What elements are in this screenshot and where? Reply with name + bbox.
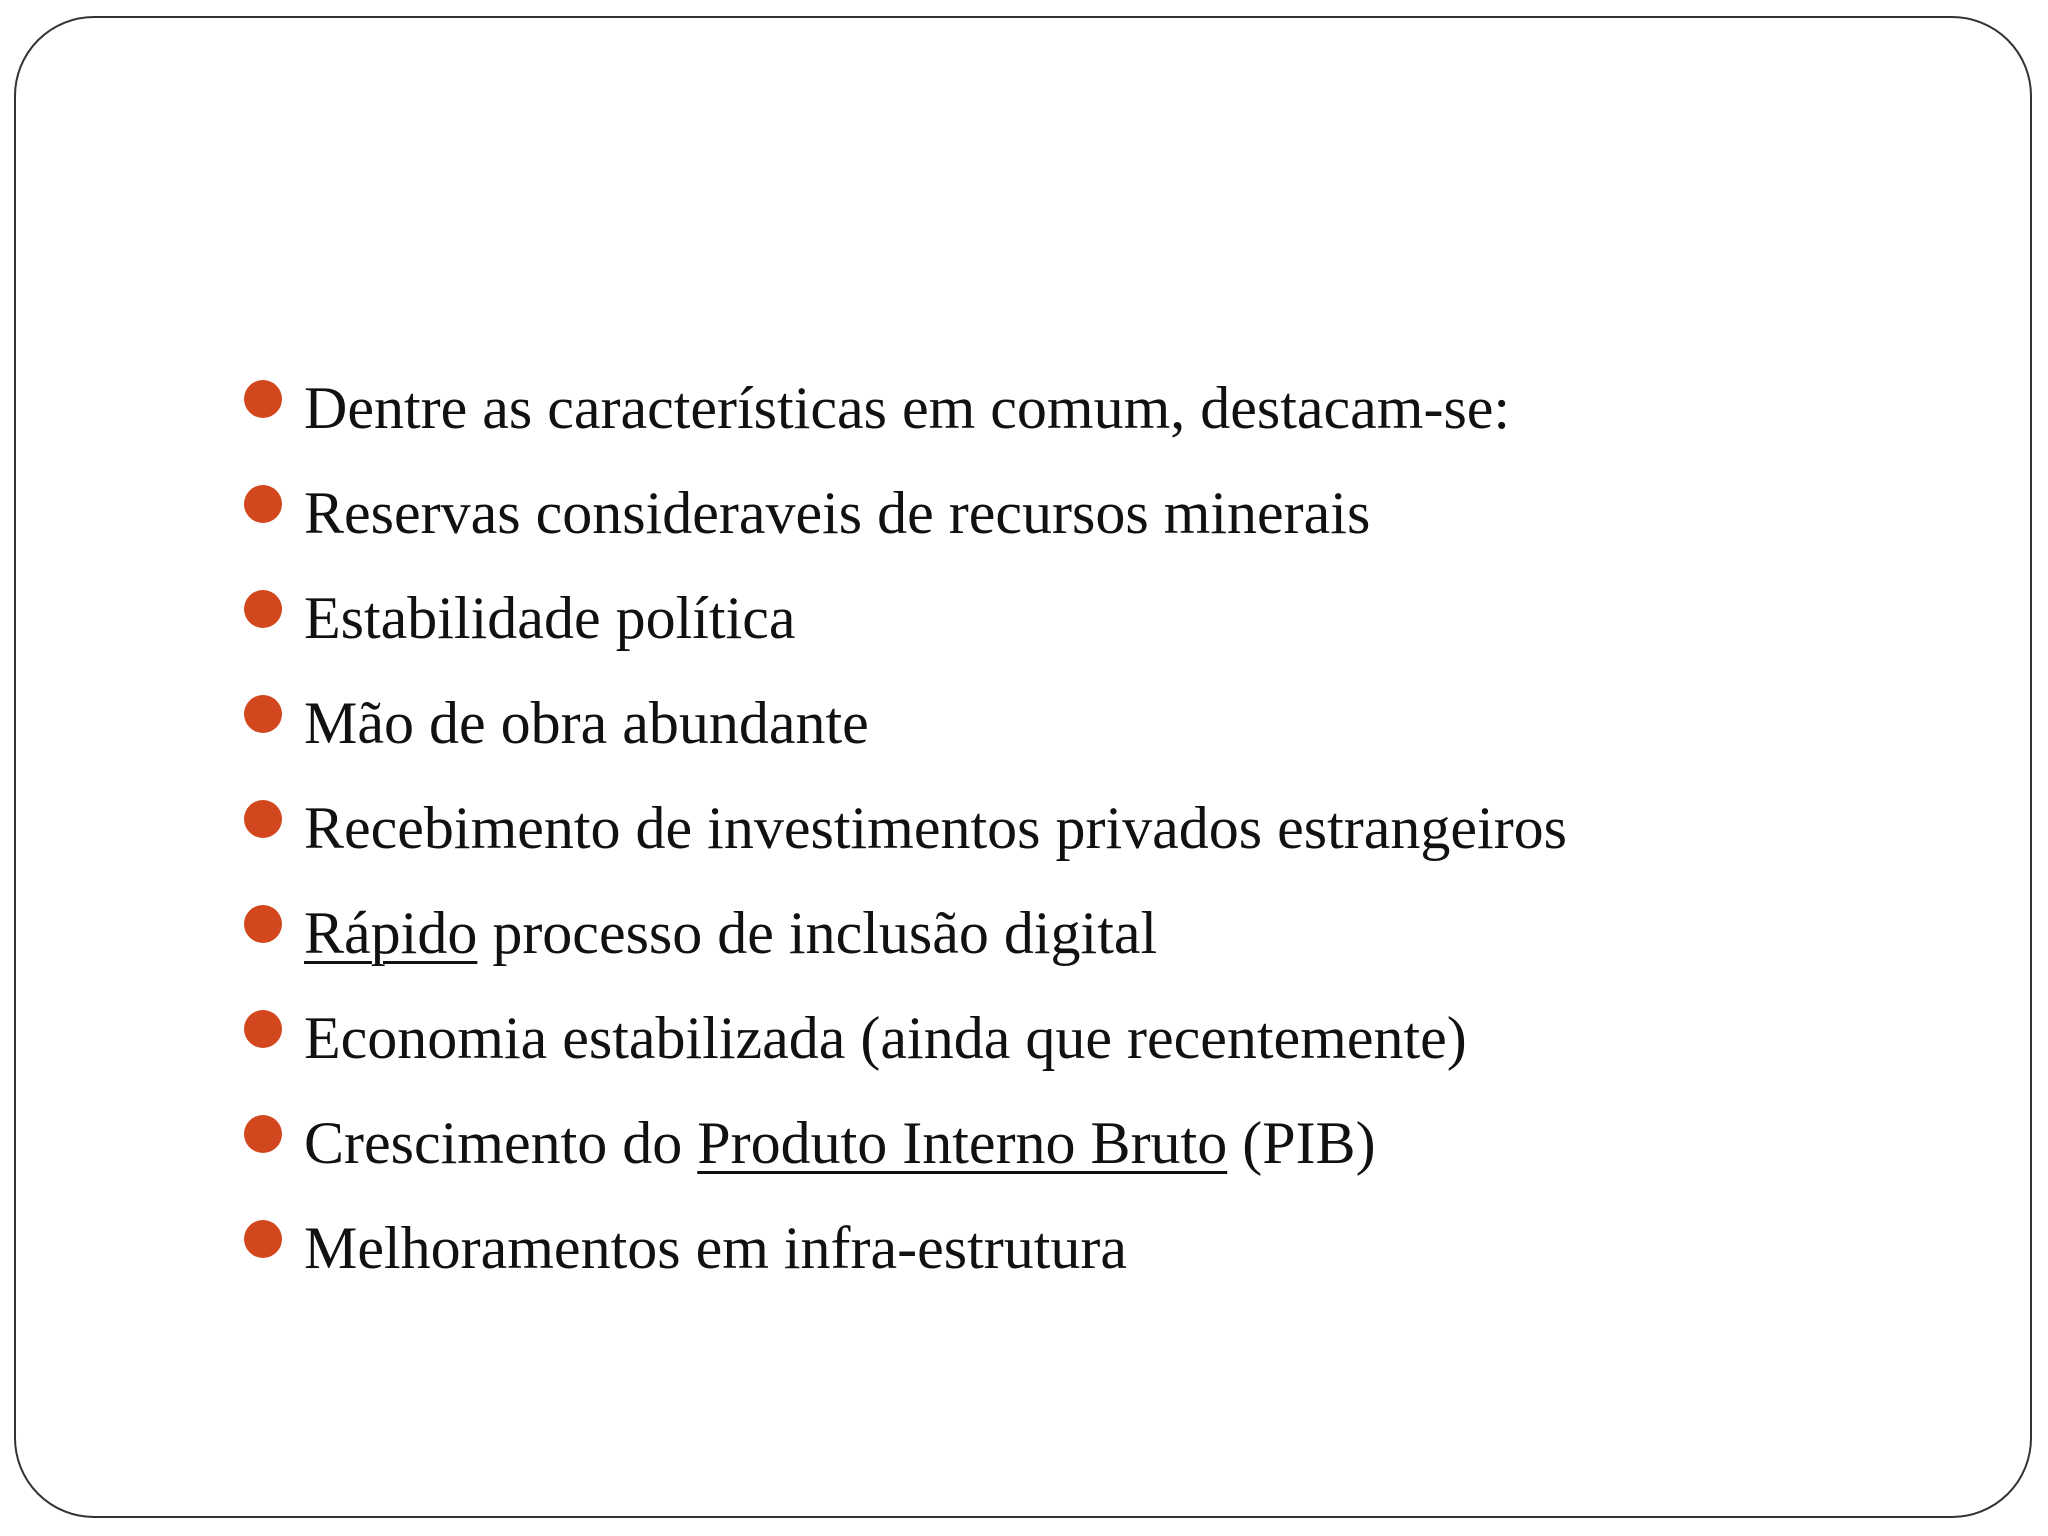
bullet-text: (PIB) xyxy=(1227,1110,1376,1176)
bullet-dot-icon xyxy=(244,905,282,943)
bullet-dot-icon xyxy=(244,800,282,838)
bullet-text: Estabilidade política xyxy=(304,585,796,651)
bullet-dot-icon xyxy=(244,485,282,523)
bullet-text: Economia estabilizada (ainda que recentemente) xyxy=(304,1005,1467,1071)
bullet-list xyxy=(244,368,1567,1313)
bullet-text: Dentre as características em comum, destacam-se: xyxy=(304,375,1511,441)
bullet-dot-icon xyxy=(244,1115,282,1153)
bullet-text: Reservas consideraveis de recursos minerais xyxy=(304,480,1371,546)
bullet-dot-icon xyxy=(244,590,282,628)
bullet-text-underlined: Rápido xyxy=(304,900,478,966)
slide xyxy=(14,16,2032,1518)
bullet-item xyxy=(244,368,1567,473)
bullet-item xyxy=(244,683,1567,788)
bullet-item xyxy=(244,1103,1567,1208)
bullet-dot-icon xyxy=(244,695,282,733)
bullet-item xyxy=(244,788,1567,893)
bullet-item xyxy=(244,578,1567,683)
bullet-dot-icon xyxy=(244,1220,282,1258)
bullet-dot-icon xyxy=(244,380,282,418)
bullet-text: Recebimento de investimentos privados estrangeiros xyxy=(304,795,1568,861)
bullet-dot-icon xyxy=(244,1010,282,1048)
bullet-item xyxy=(244,473,1567,578)
bullet-text: Mão de obra abundante xyxy=(304,690,869,756)
bullet-text: processo de inclusão digital xyxy=(477,900,1158,966)
bullet-item xyxy=(244,998,1567,1103)
bullet-text-underlined: Produto Interno Bruto xyxy=(697,1110,1228,1176)
bullet-item xyxy=(244,1208,1567,1313)
bullet-text: Melhoramentos em infra-estrutura xyxy=(304,1215,1128,1281)
bullet-item xyxy=(244,893,1567,998)
bullet-text: Crescimento do xyxy=(304,1110,698,1176)
